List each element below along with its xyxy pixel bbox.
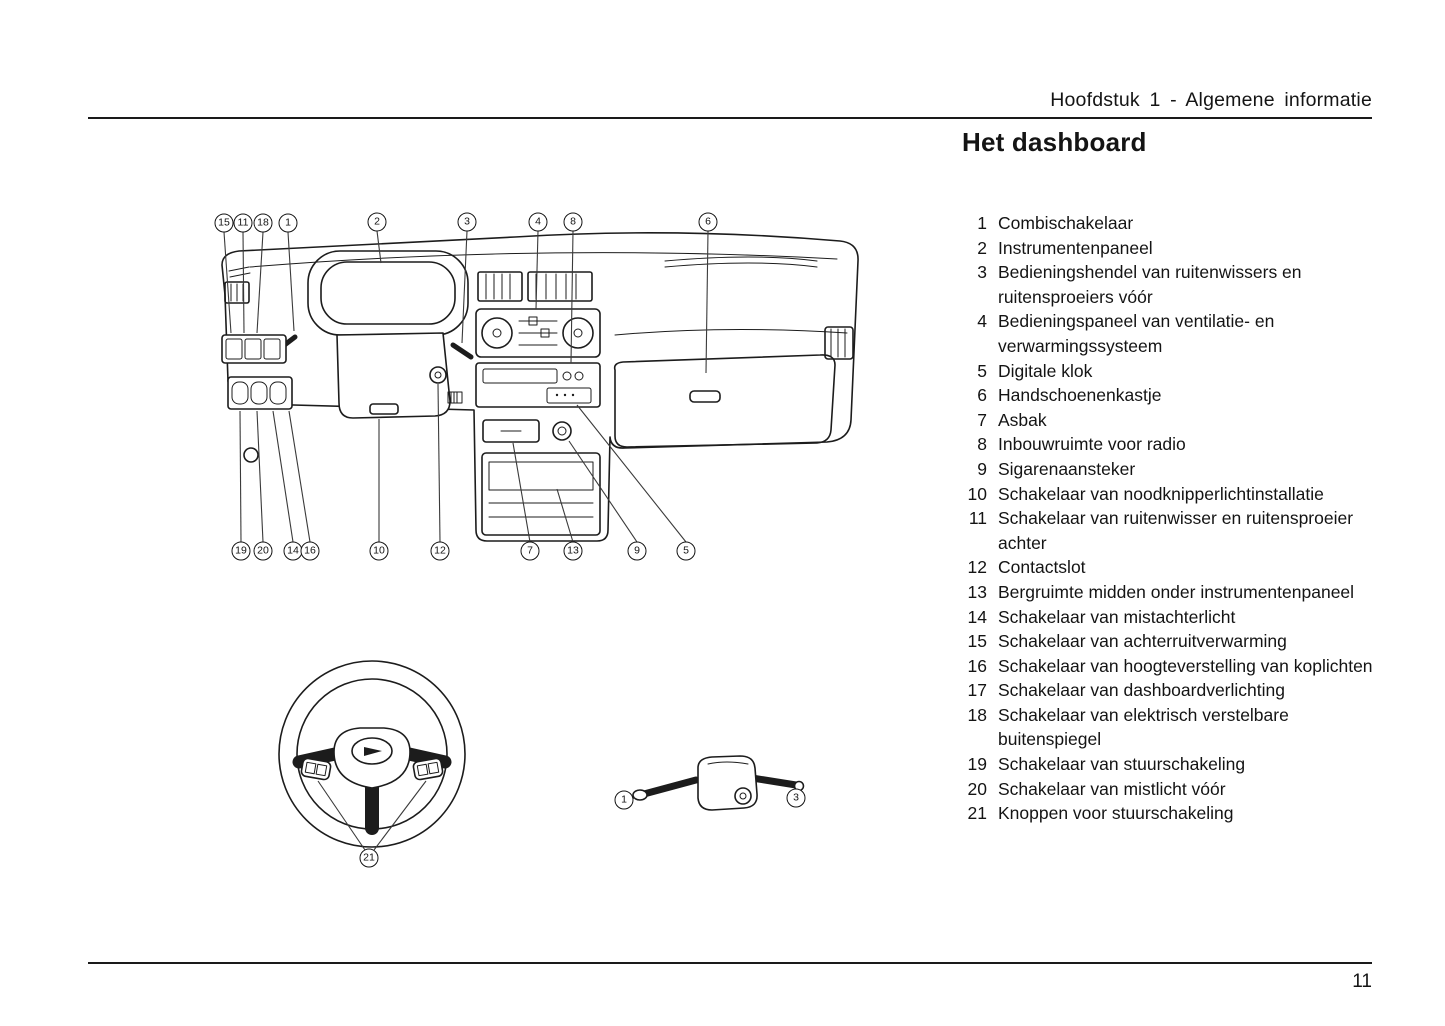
legend-item bbox=[960, 260, 1380, 309]
legend-item-text: Instrumentenpaneel bbox=[998, 237, 1153, 258]
callout-5: 5 bbox=[677, 542, 696, 561]
steering-wheel-line-art bbox=[272, 648, 472, 878]
chapter-header: Hoofdstuk 1 - Algemene informatie bbox=[1050, 89, 1372, 111]
callout-3: 3 bbox=[787, 789, 806, 808]
callout-4: 4 bbox=[529, 213, 548, 232]
callout-20: 20 bbox=[254, 542, 273, 561]
dashboard-leader-lines bbox=[224, 231, 708, 542]
legend-item bbox=[960, 654, 1380, 679]
page-number: 11 bbox=[1352, 971, 1372, 992]
legend-item bbox=[960, 605, 1380, 630]
legend-item-number: 8 bbox=[977, 434, 987, 455]
legend-item bbox=[960, 506, 1380, 555]
legend-item-text: Combischakelaar bbox=[998, 213, 1134, 233]
callout-14: 14 bbox=[284, 542, 303, 561]
legend-item-text: Schakelaar van noodknipperlichtinstallatie bbox=[998, 483, 1324, 504]
legend-item-text: Schakelaar van hoogteverstelling van koplichten bbox=[998, 655, 1373, 676]
header-rule bbox=[88, 117, 1372, 119]
legend-item bbox=[960, 457, 1380, 482]
legend-item-text: Inbouwruimte voor radio bbox=[998, 434, 1186, 455]
legend-item bbox=[960, 383, 1380, 408]
steering-wheel-diagram bbox=[272, 648, 472, 878]
callout-3: 3 bbox=[458, 213, 477, 232]
legend-item-number: 5 bbox=[977, 360, 987, 381]
callout-7: 7 bbox=[521, 542, 540, 561]
callout-1: 1 bbox=[615, 791, 634, 810]
legend-item-number: 3 bbox=[977, 262, 987, 283]
legend-item-number: 20 bbox=[967, 778, 987, 799]
legend-item-text: Bedieningspaneel van ventilatie- en verwarmingssysteem bbox=[998, 311, 1275, 356]
legend-item bbox=[960, 777, 1380, 802]
footer-rule bbox=[88, 962, 1372, 964]
legend-item-number: 2 bbox=[977, 237, 987, 258]
callout-21: 21 bbox=[360, 849, 379, 868]
legend-item-text: Digitale klok bbox=[998, 360, 1093, 381]
legend-item bbox=[960, 752, 1380, 777]
legend-item bbox=[960, 408, 1380, 433]
legend-item-number: 4 bbox=[977, 311, 987, 332]
stalk-line-art bbox=[612, 752, 812, 827]
callout-6: 6 bbox=[699, 213, 718, 232]
callout-19: 19 bbox=[232, 542, 251, 561]
legend-item bbox=[960, 236, 1380, 261]
legend-item bbox=[960, 629, 1380, 654]
legend-item bbox=[960, 309, 1380, 358]
legend-item bbox=[960, 211, 1380, 236]
callout-15: 15 bbox=[215, 214, 234, 233]
legend-item-number: 15 bbox=[967, 631, 987, 652]
legend-item bbox=[960, 703, 1380, 752]
callout-1: 1 bbox=[279, 214, 298, 233]
callout-9: 9 bbox=[628, 542, 647, 561]
legend-item-text: Handschoenenkastje bbox=[998, 385, 1162, 406]
legend-item-number: 19 bbox=[967, 754, 987, 775]
callout-12: 12 bbox=[431, 542, 450, 561]
legend-item-text: Schakelaar van achterruitverwarming bbox=[998, 631, 1287, 652]
legend-item-text: Schakelaar van ruitenwisser en ruitensproeier achter bbox=[998, 508, 1354, 553]
legend-item bbox=[960, 678, 1380, 703]
dashboard-line-art bbox=[195, 205, 885, 565]
stalk-diagram bbox=[612, 752, 812, 827]
legend-item-text: Bedieningshendel van ruitenwissers en ruitensproeiers vóór bbox=[998, 262, 1302, 307]
callout-11: 11 bbox=[234, 214, 253, 233]
callout-13: 13 bbox=[564, 542, 583, 561]
legend-item bbox=[960, 359, 1380, 384]
legend-item-text: Schakelaar van mistachterlicht bbox=[998, 606, 1236, 627]
legend-item-number: 11 bbox=[968, 508, 987, 529]
legend-item-number: 1 bbox=[977, 213, 987, 233]
legend-item-number: 16 bbox=[967, 655, 987, 676]
legend-item-text: Bergruimte midden onder instrumentenpaneel bbox=[998, 581, 1355, 602]
legend-item-number: 14 bbox=[967, 606, 987, 627]
page-title: Het dashboard bbox=[962, 127, 1147, 157]
callout-18: 18 bbox=[254, 214, 273, 233]
legend-item-number: 6 bbox=[977, 385, 987, 406]
legend-list bbox=[960, 211, 1380, 826]
legend-item-number: 10 bbox=[967, 483, 987, 504]
legend-item-text: Sigarenaansteker bbox=[998, 458, 1136, 479]
legend-item-number: 12 bbox=[967, 557, 987, 578]
legend-item-text: Schakelaar van stuurschakeling bbox=[998, 754, 1246, 775]
legend-item bbox=[960, 432, 1380, 457]
legend-item-number: 13 bbox=[967, 581, 987, 602]
legend-item bbox=[960, 555, 1380, 580]
callout-16: 16 bbox=[301, 542, 320, 561]
legend-item-number: 9 bbox=[977, 458, 987, 479]
callout-8: 8 bbox=[564, 213, 583, 232]
callout-2: 2 bbox=[368, 213, 387, 232]
legend-item-number: 18 bbox=[967, 704, 987, 725]
callout-10: 10 bbox=[370, 542, 389, 561]
legend-item-text: Contactslot bbox=[998, 557, 1086, 578]
legend-item-text: Schakelaar van elektrisch verstelbare buitenspiegel bbox=[998, 704, 1289, 750]
legend-item-text: Schakelaar van dashboardverlichting bbox=[998, 680, 1285, 701]
legend-item bbox=[960, 482, 1380, 507]
legend-item-number: 7 bbox=[977, 409, 987, 430]
legend-item-text: Asbak bbox=[998, 409, 1047, 430]
legend-item bbox=[960, 801, 1380, 826]
legend-item-text: Schakelaar van mistlicht vóór bbox=[998, 778, 1226, 799]
legend-item bbox=[960, 580, 1380, 605]
legend-item-text: Knoppen voor stuurschakeling bbox=[998, 803, 1234, 824]
legend-item-number: 17 bbox=[967, 680, 987, 701]
dashboard-diagram bbox=[195, 205, 885, 565]
legend-item-number: 21 bbox=[967, 803, 987, 824]
